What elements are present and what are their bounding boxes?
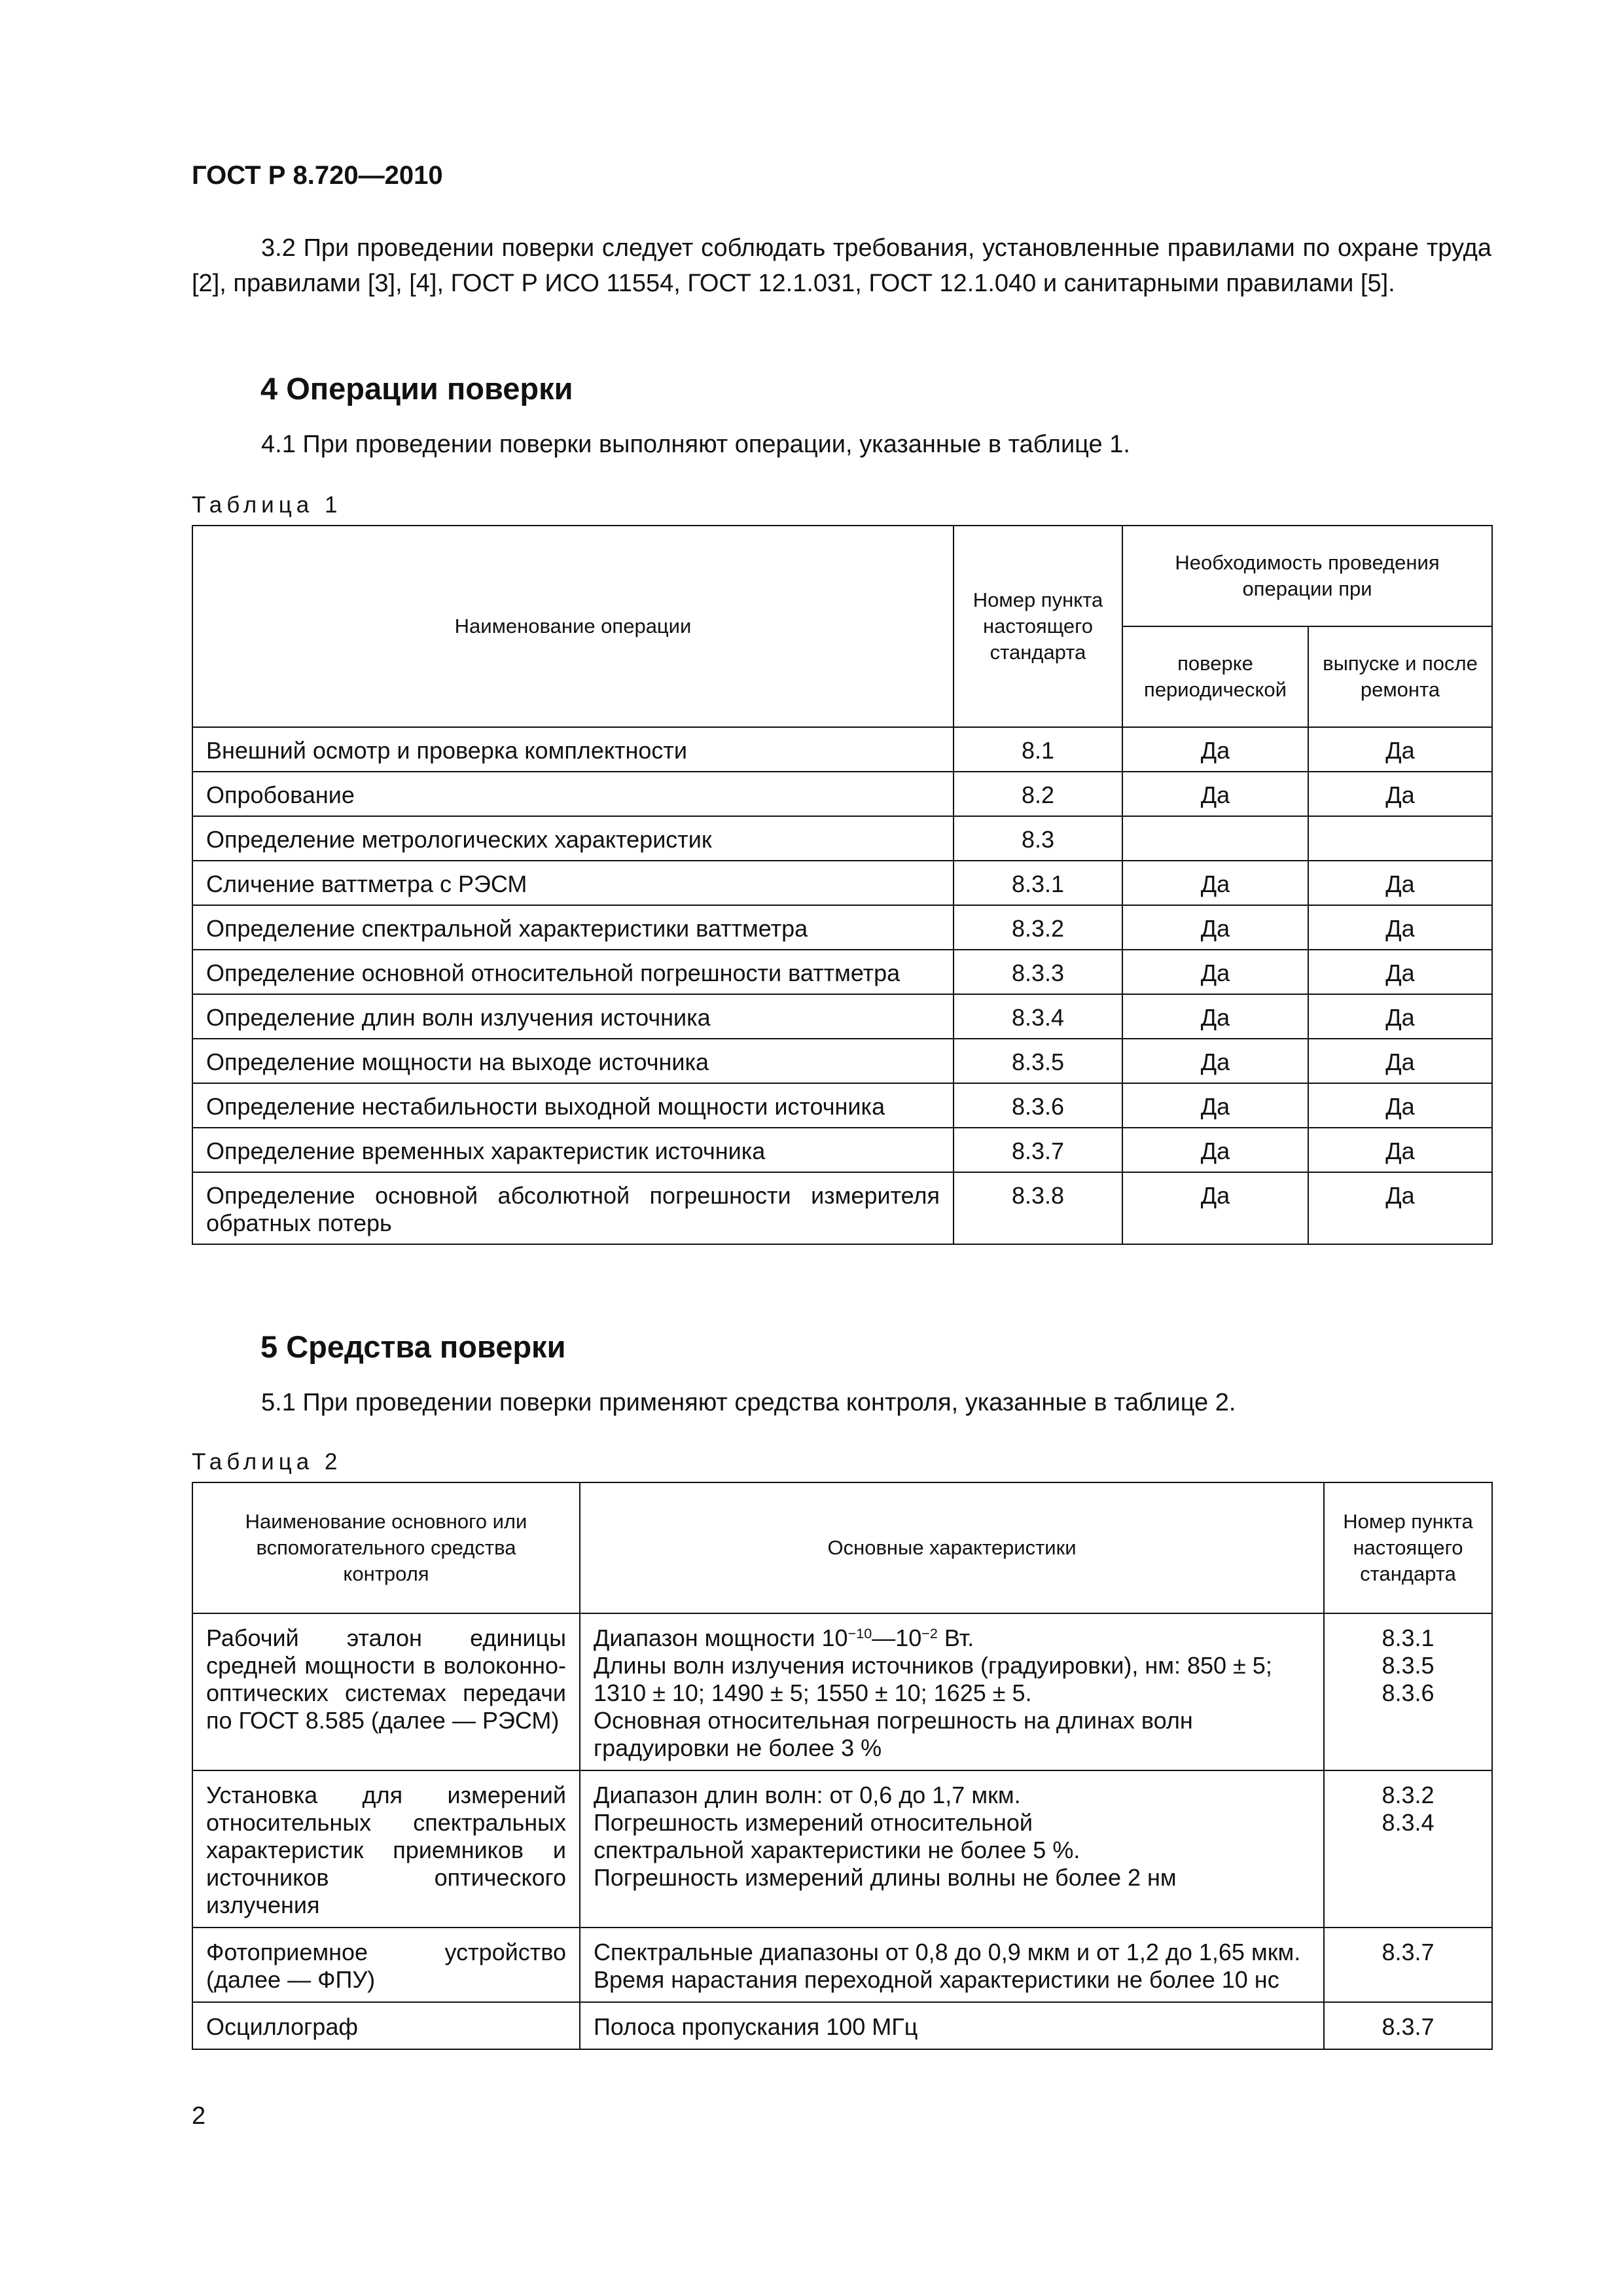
document-header: ГОСТ Р 8.720—2010 (192, 161, 443, 190)
table-1-caption: Таблица 1 (192, 492, 342, 518)
t1-row-periodic: Да (1122, 772, 1308, 816)
paragraph-5-1: 5.1 При проведении поверки применяют средства контроля, указанные в таблице 2. (261, 1389, 1236, 1416)
t2-header-name: Наименование основного или вспомогательного средства контроля (192, 1482, 580, 1613)
t2-row-name: Осциллограф (192, 2002, 580, 2049)
t2-row-chars: Диапазон длин волн: от 0,6 до 1,7 мкм. Погрешность измерений относительной спектральной характеристики не более 5 %. Погрешность измерений длины волны не более 2 нм (580, 1770, 1324, 1928)
t1-row-periodic: Да (1122, 905, 1308, 950)
t1-row-clause: 8.2 (954, 772, 1122, 816)
page-number: 2 (192, 2102, 206, 2130)
table-row (192, 1039, 1492, 1083)
t2-row-clauses: 8.3.7 (1324, 1928, 1492, 2002)
t1-row-name: Определение временных характеристик источника (192, 1128, 954, 1172)
t1-row-name: Определение нестабильности выходной мощности источника (192, 1083, 954, 1128)
t1-row-name: Определение мощности на выходе источника (192, 1039, 954, 1083)
t1-row-name: Определение основной абсолютной погрешности измерителя обратных потерь (192, 1172, 954, 1244)
table-row (192, 1770, 1492, 1928)
t1-row-name: Определение спектральной характеристики ваттметра (192, 905, 954, 950)
t1-row-clause: 8.3.3 (954, 950, 1122, 994)
t1-row-name: Определение длин волн излучения источника (192, 994, 954, 1039)
t2-chars-line: Основная относительная погрешность на длинах волн градуировки не более 3 % (594, 1707, 1193, 1761)
t1-row-periodic: Да (1122, 727, 1308, 772)
t1-row-periodic: Да (1122, 994, 1308, 1039)
t2-row-name: Фотоприемное устройство (далее — ФПУ) (192, 1928, 580, 2002)
t1-row-release: Да (1308, 950, 1492, 994)
paragraph-3-2: 3.2 При проведении поверки следует соблюдать требования, установленные правилами по охране труда [2], правилами [3], [4], ГОСТ Р ИСО 11554, ГОСТ 12.1.031, ГОСТ 12.1.040 и санитарными правилами [5]. (192, 234, 1491, 297)
table-row (192, 772, 1492, 816)
t1-row-name: Определение метрологических характеристик (192, 816, 954, 861)
t1-row-clause: 8.3.5 (954, 1039, 1122, 1083)
t1-row-release: Да (1308, 861, 1492, 905)
t1-row-name: Определение основной относительной погрешности ваттметра (192, 950, 954, 994)
table-row (192, 1613, 1492, 1770)
table-row (192, 950, 1492, 994)
table-row (192, 1083, 1492, 1128)
section-5-title: 5 Средства поверки (260, 1329, 566, 1364)
t1-row-release: Да (1308, 994, 1492, 1039)
t1-row-release: Да (1308, 772, 1492, 816)
t1-row-periodic: Да (1122, 950, 1308, 994)
table-2-caption: Таблица 2 (192, 1449, 342, 1475)
table-2 (192, 1482, 1493, 2050)
table-1 (192, 525, 1493, 1245)
t1-row-release: Да (1308, 905, 1492, 950)
t2-row-name: Установка для измерений относительных спектральных характеристик приемников и источников оптического излучения (192, 1770, 580, 1928)
t1-row-name: Сличение ваттметра с РЭСМ (192, 861, 954, 905)
table-row (192, 1172, 1492, 1244)
t1-row-periodic: Да (1122, 1128, 1308, 1172)
t1-header-name: Наименование операции (192, 526, 954, 727)
t1-row-name: Опробование (192, 772, 954, 816)
t1-row-clause: 8.3.2 (954, 905, 1122, 950)
table-row (192, 861, 1492, 905)
t1-row-periodic: Да (1122, 1083, 1308, 1128)
t1-row-periodic: Да (1122, 1172, 1308, 1244)
t1-header-clause: Номер пункта настоящего стандарта (954, 526, 1122, 727)
t1-row-release: Да (1308, 1172, 1492, 1244)
t1-row-clause: 8.3.8 (954, 1172, 1122, 1244)
section-4-title: 4 Операции поверки (260, 371, 573, 406)
t1-row-clause: 8.3 (954, 816, 1122, 861)
table-row (192, 1128, 1492, 1172)
t2-row-chars (580, 1613, 1324, 1770)
t1-header-release: выпуске и после ремонта (1308, 626, 1492, 727)
t2-row-chars: Полоса пропускания 100 МГц (580, 2002, 1324, 2049)
table-row (192, 905, 1492, 950)
t1-header-periodic: поверке периодической (1122, 626, 1308, 727)
t2-row-name: Рабочий эталон единицы средней мощности в волоконно-оптических системах передачи по ГОСТ 8.585 (далее — РЭСМ) (192, 1613, 580, 1770)
t1-row-periodic: Да (1122, 861, 1308, 905)
t1-row-clause: 8.3.1 (954, 861, 1122, 905)
t1-row-release: Да (1308, 727, 1492, 772)
t1-row-release (1308, 816, 1492, 861)
table-row (192, 1928, 1492, 2002)
t2-header-chars: Основные характеристики (580, 1482, 1324, 1613)
t2-power-range: Диапазон мощности $10^{-10}—10^{-2}$ Вт. (594, 1624, 974, 1651)
t1-row-periodic: Да (1122, 1039, 1308, 1083)
t2-row-clauses: 8.3.7 (1324, 2002, 1492, 2049)
t2-row-clauses: 8.3.2 8.3.4 (1324, 1770, 1492, 1928)
table-row (192, 816, 1492, 861)
t2-row-clauses: 8.3.1 8.3.5 8.3.6 (1324, 1613, 1492, 1770)
t1-row-clause: 8.3.7 (954, 1128, 1122, 1172)
t1-row-release: Да (1308, 1039, 1492, 1083)
table-row (192, 727, 1492, 772)
t1-row-clause: 8.3.6 (954, 1083, 1122, 1128)
t1-row-release: Да (1308, 1128, 1492, 1172)
t1-row-periodic (1122, 816, 1308, 861)
t1-row-clause: 8.1 (954, 727, 1122, 772)
t2-chars-line: Длины волн излучения источников (градуировки), нм: 850 ± 5; 1310 ± 10; 1490 ± 5; 1550 ± 10; 1625 ± 5. (594, 1652, 1272, 1706)
t2-header-clause: Номер пункта настоящего стандарта (1324, 1482, 1492, 1613)
paragraph-4-1: 4.1 При проведении поверки выполняют операции, указанные в таблице 1. (261, 431, 1130, 458)
t1-row-release: Да (1308, 1083, 1492, 1128)
table-row (192, 2002, 1492, 2049)
table-row (192, 994, 1492, 1039)
t1-header-necessity: Необходимость проведения операции при (1122, 526, 1492, 626)
t1-row-clause: 8.3.4 (954, 994, 1122, 1039)
t1-row-name: Внешний осмотр и проверка комплектности (192, 727, 954, 772)
t2-row-chars: Спектральные диапазоны от 0,8 до 0,9 мкм и от 1,2 до 1,65 мкм. Время нарастания переходной характеристики не более 10 нс (580, 1928, 1324, 2002)
